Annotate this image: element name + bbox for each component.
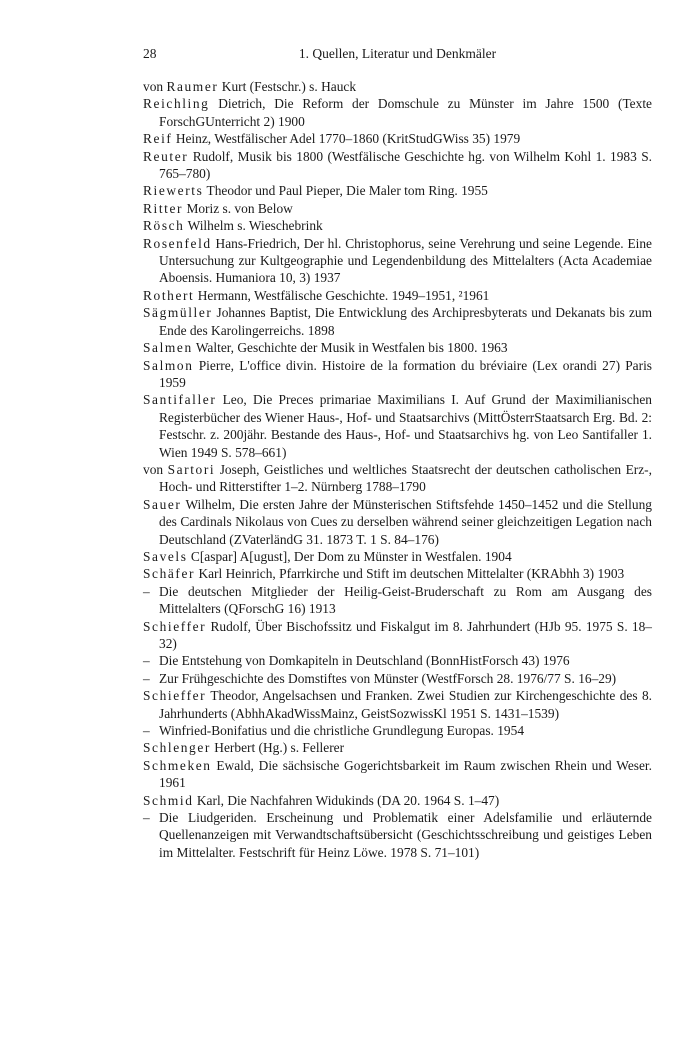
bibliography-entry [143,235,652,287]
bibliography-entry [143,148,652,183]
author-surname: Rosenfeld [143,235,212,251]
author-surname: Rothert [143,287,195,303]
bibliography-entry [143,565,652,582]
author-surname: Santifaller [143,392,217,408]
bibliography-list [143,78,652,861]
entry-text: Karl Heinrich, Pfarrkirche und Stift im deutschen Mittelalter (KRAbhh 3) 1903 [195,566,625,582]
entry-text: Leo, Die Preces primariae Maximilians I. Auf Grund der Maximilianischen Registerbücher des Wiener Haus-, Hof- und Staatsarchivs (MittÖsterrStaatsarch Erg. Bd. 2: Festschr. z. 200jähr. Bestande des Haus-, Hof- und Staatsarchivs hg. von Leo Santifaller 1. Wien 1949 S. 578–661) [159,392,652,460]
entry-text: Walter, Geschichte der Musik in Westfalen bis 1800. 1963 [192,340,508,356]
bibliography-entry [143,652,652,669]
bibliography-entry [143,182,652,199]
author-surname: Rösch [143,218,185,234]
bibliography-entry [143,200,652,217]
entry-text: Rudolf, Über Bischofssitz und Fiskalgut im 8. Jahrhundert (HJb 95. 1975 S. 18–32) [159,618,652,651]
running-head-title: 1. Quellen, Literatur und Denkmäler [298,46,497,61]
author-surname: Sägmüller [143,305,213,321]
bibliography-entry [143,757,652,792]
bibliography-entry [143,722,652,739]
bibliography-entry [143,339,652,356]
entry-text: Wilhelm s. Wieschebrink [184,218,323,234]
bibliography-entry [143,287,652,304]
entry-text: Pierre, L'office divin. Histoire de la formation du bréviaire (Lex orandi 27) Paris 1959 [159,357,652,390]
entry-text: Karl, Die Nachfahren Widukinds (DA 20. 1964 S. 1–47) [193,792,500,808]
entry-text: Theodor, Angelsachsen und Franken. Zwei Studien zur Kirchengeschichte des 8. Jahrhunderts (AbhhAkadWissMainz, GeistSozwissKl 1951 S. 1431–1539) [159,688,652,721]
entry-text: Hans-Friedrich, Der hl. Christophorus, seine Verehrung und seine Legende. Eine Untersuchung zur Kultgeographie und Legendenbildung des Mittelalters (Acta Academiae Aboensis. Humaniora 10, 3) 1937 [159,235,652,286]
bibliography-entry [143,548,652,565]
author-surname: Riewerts [143,183,204,199]
author-surname: Ritter [143,200,184,216]
entry-text: Zur Frühgeschichte des Domstiftes von Münster (WestfForsch 28. 1976/77 S. 16–29) [159,670,617,686]
page [143,46,652,861]
bibliography-entry [143,739,652,756]
repeat-author-dash: – [143,583,150,599]
bibliography-entry [143,792,652,809]
bibliography-entry [143,78,652,95]
bibliography-entry [143,95,652,130]
entry-text: Theodor und Paul Pieper, Die Maler tom Ring. 1955 [203,183,488,199]
entry-text: Hermann, Westfälische Geschichte. 1949–1951, ²1961 [194,287,490,303]
bibliography-entry [143,461,652,496]
bibliography-entry [143,618,652,653]
author-surname: Schmeken [143,757,212,773]
bibliography-entry [143,130,652,147]
author-surname: Sartori [167,461,216,477]
name-prefix: von [143,79,167,94]
entry-text: Die Liudgeriden. Erscheinung und Problematik einer Adelsfamilie und erläuternde Quellenanzeigen mit Verwandtschaftsübersicht (Geschichtsschreibung und geistiges Leben im Mittelalter. Festschrift für Heinz Löwe. 1978 S. 71–101) [159,810,652,860]
repeat-author-dash: – [143,653,150,669]
bibliography-entry [143,304,652,339]
entry-text: C[aspar] A[ugust], Der Dom zu Münster in Westfalen. 1904 [187,548,512,564]
bibliography-entry [143,670,652,687]
author-surname: Reuter [143,148,189,164]
author-surname: Salmen [143,340,193,356]
bibliography-entry [143,687,652,722]
repeat-author-dash: – [143,810,150,826]
running-header [143,46,652,70]
bibliography-entry [143,583,652,618]
repeat-author-dash: – [143,670,150,686]
entry-text: Rudolf, Musik bis 1800 (Westfälische Geschichte hg. von Wilhelm Kohl 1. 1983 S. 765–780) [159,148,652,182]
entry-text: Die Entstehung von Domkapiteln in Deutschland (BonnHistForsch 43) 1976 [159,653,570,669]
bibliography-entry [143,391,652,461]
bibliography-entry [143,217,652,234]
author-surname: Schlenger [143,740,211,756]
entry-text: Winfried-Bonifatius und die christliche Grundlegung Europas. 1954 [159,723,525,739]
entry-text: Johannes Baptist, Die Entwicklung des Archipresbyterats und Dekanats bis zum Ende des Karolingerreichs. 1898 [159,305,652,338]
author-surname: Salmon [143,357,194,373]
author-surname: Schieffer [143,618,207,634]
author-surname: Schäfer [143,566,196,582]
name-prefix: von [143,461,168,477]
author-surname: Sauer [143,496,182,512]
entry-text: Herbert (Hg.) s. Fellerer [210,740,345,756]
entry-text: Kurt (Festschr.) s. Hauck [218,79,357,94]
author-surname: Schieffer [143,688,207,704]
entry-text: Wilhelm, Die ersten Jahre der Münsterischen Stiftsfehde 1450–1452 und die Stellung des Cardinals Nikolaus von Cues zu derselben während seiner gleichzeitigen Legation nach Deutschland (ZVaterländG 31. 1873 T. 1 S. 84–176) [159,496,652,547]
author-surname: Schmid [143,792,194,808]
entry-text: Die deutschen Mitglieder der Heilig-Geist-Bruderschaft zu Rom am Ausgang des Mittelalters (QForschG 16) 1913 [159,583,652,617]
bibliography-entry [143,357,652,392]
entry-text: Heinz, Westfälischer Adel 1770–1860 (KritStudGWiss 35) 1979 [172,131,521,147]
entry-text: Joseph, Geistliches und weltliches Staatsrecht der deutschen catholischen Erz-, Hoch- und Ritterstifter 1–2. Nürnberg 1788–1790 [159,461,652,495]
page-number: 28 [143,46,157,61]
entry-text: Ewald, Die sächsische Gogerichtsbarkeit im Raum zwischen Rhein und Weser. 1961 [159,757,652,791]
repeat-author-dash: – [143,723,150,739]
author-surname: Reif [143,131,173,147]
author-surname: Raumer [166,79,219,94]
author-surname: Savels [143,548,188,564]
author-surname: Reichling [143,96,210,112]
bibliography-entry [143,809,652,861]
bibliography-entry [143,496,652,548]
entry-text: Dietrich, Die Reform der Domschule zu Münster im Jahre 1500 (Texte ForschGUnterricht 2) 1900 [159,96,652,129]
entry-text: Moriz s. von Below [183,200,293,216]
